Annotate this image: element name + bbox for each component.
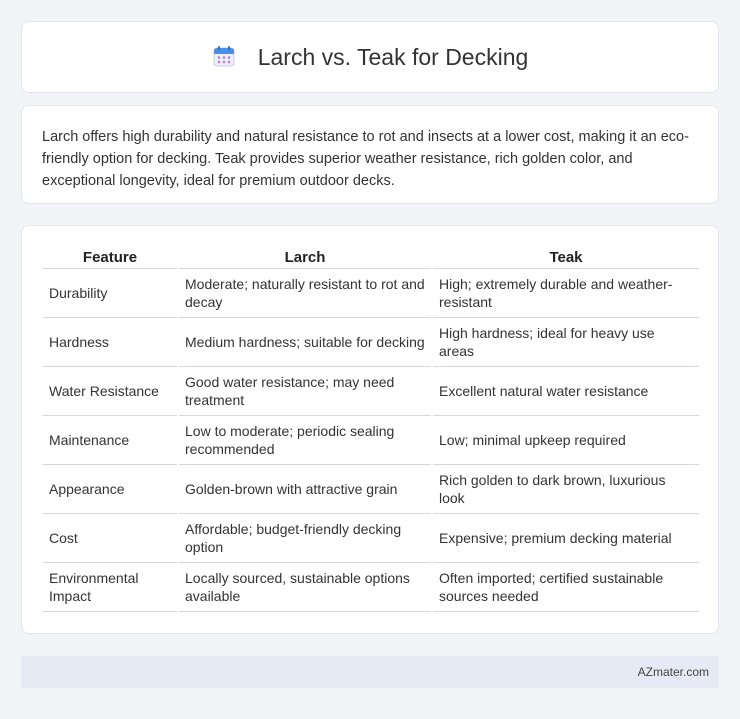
table-row [43, 465, 699, 514]
larch-cell: Locally sourced, sustainable options available [179, 563, 431, 612]
footer-brand[interactable]: AZmater.com [637, 665, 709, 679]
teak-cell: Often imported; certified sustainable sources needed [433, 563, 699, 612]
larch-cell: Medium hardness; suitable for decking [179, 318, 431, 367]
feature-cell: Appearance [43, 465, 177, 514]
larch-cell: Golden-brown with attractive grain [179, 465, 431, 514]
table-row [43, 269, 699, 318]
table-row [43, 563, 699, 612]
teak-cell: Excellent natural water resistance [433, 367, 699, 416]
larch-cell: Moderate; naturally resistant to rot and decay [179, 269, 431, 318]
comparison-table-card [21, 225, 719, 634]
header-teak: Teak [433, 247, 699, 269]
summary-card [21, 105, 719, 204]
summary-text: Larch offers high durability and natural resistance to rot and insects at a lower cost, making it an eco-friendly option for decking. Teak provides superior weather resistance, rich golden color, and exceptional longevity, ideal for premium outdoor decks. [42, 129, 689, 189]
table-row [43, 367, 699, 416]
table-row [43, 514, 699, 563]
teak-cell: Expensive; premium decking material [433, 514, 699, 563]
teak-cell: Rich golden to dark brown, luxurious look [433, 465, 699, 514]
table-row [43, 318, 699, 367]
feature-cell: Durability [43, 269, 177, 318]
larch-cell: Good water resistance; may need treatment [179, 367, 431, 416]
footer-bar [21, 656, 719, 688]
feature-cell: Water Resistance [43, 367, 177, 416]
teak-cell: High; extremely durable and weather-resistant [433, 269, 699, 318]
table-row [43, 416, 699, 465]
title-card [21, 21, 719, 93]
larch-cell: Affordable; budget-friendly decking option [179, 514, 431, 563]
feature-cell: Hardness [43, 318, 177, 367]
feature-cell: Cost [43, 514, 177, 563]
teak-cell: Low; minimal upkeep required [433, 416, 699, 465]
feature-cell: Maintenance [43, 416, 177, 465]
header-feature: Feature [43, 247, 177, 269]
teak-cell: High hardness; ideal for heavy use areas [433, 318, 699, 367]
table-header-row [43, 247, 699, 269]
feature-cell: Environmental Impact [43, 563, 177, 612]
comparison-table [41, 247, 701, 612]
larch-cell: Low to moderate; periodic sealing recommended [179, 416, 431, 465]
calendar-icon [212, 44, 236, 68]
page-title: Larch vs. Teak for Decking [257, 43, 529, 70]
header-larch: Larch [179, 247, 431, 269]
